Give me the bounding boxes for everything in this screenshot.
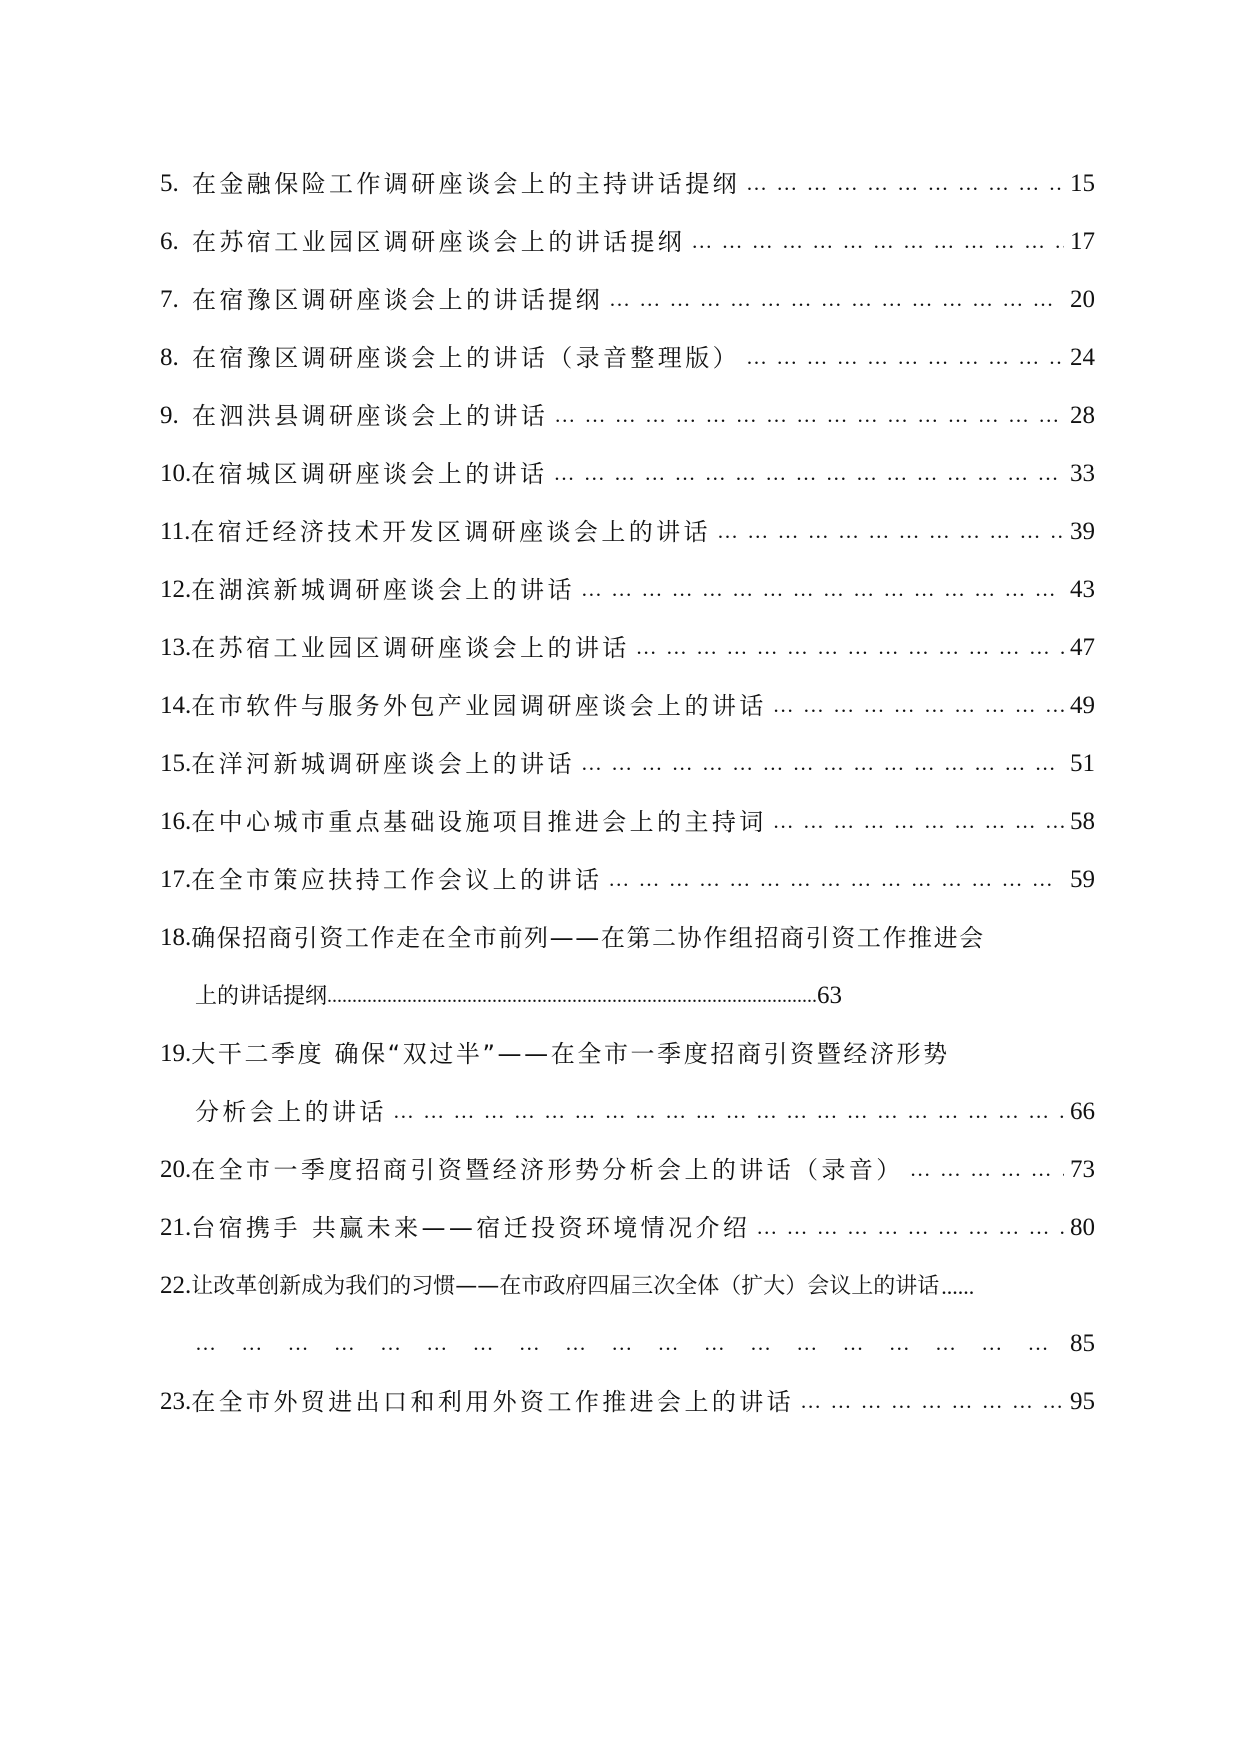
entry-page-number: 24 — [1070, 344, 1095, 371]
toc-entry[interactable] — [160, 500, 1095, 544]
toc-entry[interactable] — [160, 152, 1095, 196]
dot-leader — [636, 637, 1064, 660]
entry-title: 在中心城市重点基础设施项目推进会上的主持词 — [191, 808, 767, 836]
dot-leader — [609, 289, 1064, 312]
toc-entry[interactable] — [160, 210, 1095, 254]
entry-number: 10. — [160, 460, 192, 487]
entry-title: 在苏宿工业园区调研座谈会上的讲话 — [191, 634, 630, 662]
dot-leader — [554, 405, 1064, 428]
dot-leader — [195, 1333, 1064, 1356]
entry-title: 在全市外贸进出口和利用外资工作推进会上的讲话 — [191, 1388, 795, 1416]
dot-leader — [717, 521, 1064, 544]
toc-entry-continuation[interactable] — [195, 964, 1095, 1008]
toc-entry[interactable] — [160, 674, 1095, 718]
toc-entry[interactable] — [160, 1370, 1095, 1414]
entry-number: 17. — [160, 866, 192, 893]
dot-leader — [553, 463, 1064, 486]
toc-entry[interactable] — [160, 384, 1095, 428]
entry-number: 6. — [160, 228, 179, 255]
dot-leader — [773, 695, 1064, 718]
entry-page-number: 39 — [1070, 518, 1095, 545]
entry-page-number: 49 — [1070, 692, 1095, 719]
entry-title: 大干二季度 确保“双过半”——在全市一季度招商引资暨经济形势 — [191, 1040, 950, 1068]
entry-title: 在湖滨新城调研座谈会上的讲话 — [191, 576, 575, 604]
entry-number: 9. — [160, 402, 179, 429]
dot-leader — [773, 811, 1064, 834]
entry-number: 14. — [160, 692, 192, 719]
dot-leader — [608, 869, 1064, 892]
entry-title: 在全市一季度招商引资暨经济形势分析会上的讲话（录音） — [191, 1156, 904, 1184]
toc-entry[interactable] — [160, 616, 1095, 660]
toc-entry[interactable] — [160, 442, 1095, 486]
entry-title: 在泗洪县调研座谈会上的讲话 — [192, 402, 549, 430]
entry-number: 12. — [160, 576, 192, 603]
dot-leader — [746, 173, 1064, 196]
entry-title: 在宿豫区调研座谈会上的讲话（录音整理版） — [192, 344, 740, 372]
entry-page-number: 66 — [1070, 1098, 1095, 1125]
entry-title: 在金融保险工作调研座谈会上的主持讲话提纲 — [192, 170, 740, 198]
entry-title: 在宿城区调研座谈会上的讲话 — [191, 460, 548, 488]
entry-page-number: 63 — [817, 982, 843, 1009]
toc-entry[interactable] — [160, 848, 1095, 892]
entry-title: 在苏宿工业园区调研座谈会上的讲话提纲 — [192, 228, 686, 256]
toc-entry[interactable] — [160, 326, 1095, 370]
entry-number: 16. — [160, 808, 192, 835]
entry-number: 11. — [160, 518, 191, 545]
entry-page-number: 15 — [1070, 170, 1095, 197]
entry-page-number: 20 — [1070, 286, 1095, 313]
entry-title: 让改革创新成为我们的习惯——在市政府四届三次全体（扩大）会议上的讲话 — [191, 1274, 940, 1299]
entry-page-number: 47 — [1070, 634, 1095, 661]
toc-entry[interactable] — [160, 1022, 1095, 1066]
entry-title-continued: 上的讲话提纲 — [195, 984, 328, 1009]
entry-page-number: 33 — [1070, 460, 1095, 487]
dot-leader — [581, 579, 1064, 602]
entry-page-number: 95 — [1070, 1388, 1095, 1415]
dot-leader — [800, 1391, 1064, 1414]
entry-number: 23. — [160, 1388, 192, 1415]
dot-leader — [756, 1217, 1064, 1240]
entry-number: 7. — [160, 286, 179, 313]
dot-leader — [691, 231, 1064, 254]
toc-entry[interactable] — [160, 1138, 1095, 1182]
entry-page-number: 51 — [1070, 750, 1095, 777]
dot-leader — [910, 1159, 1064, 1182]
dot-leader — [327, 986, 817, 1008]
dot-leader — [746, 347, 1064, 370]
toc-entry[interactable] — [160, 906, 1095, 950]
trailing-dots: ...... — [941, 1274, 975, 1299]
entry-page-number: 80 — [1070, 1214, 1095, 1241]
entry-title: 在宿迁经济技术开发区调研座谈会上的讲话 — [190, 518, 711, 546]
entry-title: 确保招商引资工作走在全市前列——在第二协作组招商引资工作推进会 — [191, 924, 985, 952]
entry-page-number: 58 — [1070, 808, 1095, 835]
entry-number: 15. — [160, 750, 192, 777]
entry-number: 22. — [160, 1272, 192, 1299]
entry-page-number: 43 — [1070, 576, 1095, 603]
toc-entry[interactable] — [160, 1254, 1095, 1298]
toc-entry-continuation[interactable] — [195, 1080, 1095, 1124]
entry-number: 19. — [160, 1040, 192, 1067]
toc-entry[interactable] — [160, 558, 1095, 602]
entry-number: 20. — [160, 1156, 192, 1183]
entry-title: 在全市策应扶持工作会议上的讲话 — [191, 866, 603, 894]
dot-leader — [581, 753, 1064, 776]
entry-page-number: 17 — [1070, 228, 1095, 255]
entry-number: 21. — [160, 1214, 192, 1241]
entry-title: 在宿豫区调研座谈会上的讲话提纲 — [192, 286, 603, 314]
toc-entry[interactable] — [160, 732, 1095, 776]
toc-entry[interactable] — [160, 268, 1095, 312]
entry-title: 台宿携手 共赢未来——宿迁投资环境情况介绍 — [191, 1214, 751, 1242]
entry-page-number: 73 — [1070, 1156, 1095, 1183]
toc-entry[interactable] — [160, 1196, 1095, 1240]
entry-number: 8. — [160, 344, 179, 371]
entry-page-number: 85 — [1070, 1330, 1095, 1357]
entry-title-continued: 分析会上的讲话 — [195, 1098, 387, 1126]
entry-page-number: 28 — [1070, 402, 1095, 429]
toc-entry[interactable] — [160, 790, 1095, 834]
dot-leader — [393, 1101, 1064, 1124]
entry-title: 在洋河新城调研座谈会上的讲话 — [191, 750, 575, 778]
entry-number: 5. — [160, 170, 179, 197]
entry-number: 13. — [160, 634, 192, 661]
entry-page-number: 59 — [1070, 866, 1095, 893]
toc-entry-continuation[interactable] — [195, 1312, 1095, 1356]
entry-title: 在市软件与服务外包产业园调研座谈会上的讲话 — [191, 692, 767, 720]
entry-number: 18. — [160, 924, 192, 951]
